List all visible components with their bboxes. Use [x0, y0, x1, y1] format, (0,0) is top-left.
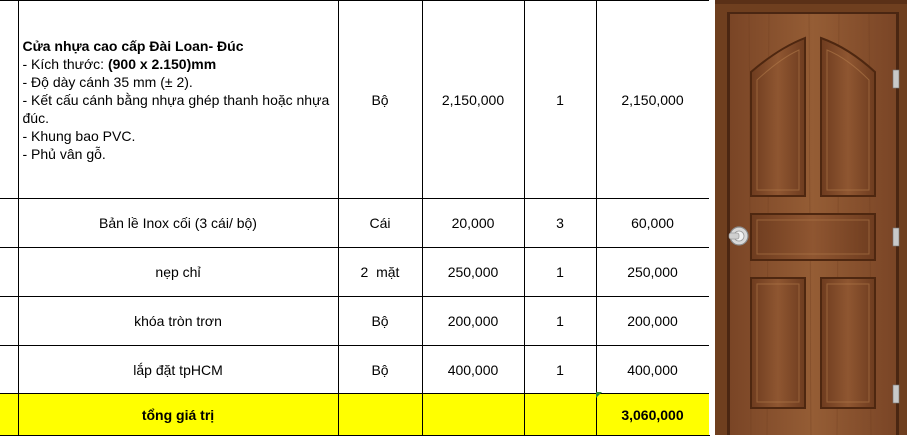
door-illustration — [709, 0, 907, 435]
description-cell[interactable] — [18, 1, 338, 199]
spec-finish: - Phủ vân gỗ. — [22, 146, 106, 162]
total-row — [0, 394, 709, 436]
total-cell[interactable]: 250,000 — [596, 248, 709, 297]
total-cell[interactable]: 2,150,000 — [596, 1, 709, 199]
qty-cell[interactable]: 1 — [524, 248, 596, 297]
price-cell[interactable]: 20,000 — [422, 199, 524, 248]
item-name-cell[interactable]: khóa tròn trơn — [18, 297, 338, 346]
table-row — [0, 248, 709, 297]
total-cell[interactable]: 60,000 — [596, 199, 709, 248]
product-title: Cửa nhựa cao cấp Đài Loan- Đúc — [22, 38, 244, 54]
qty-cell[interactable]: 1 — [524, 1, 596, 199]
qty-cell[interactable]: 3 — [524, 199, 596, 248]
unit-cell[interactable]: Bộ — [338, 297, 422, 346]
total-cell[interactable]: 400,000 — [596, 346, 709, 394]
unit-cell[interactable]: Cái — [338, 199, 422, 248]
spec-thickness: - Độ dày cánh 35 mm (± 2). — [22, 74, 193, 90]
item-name-cell[interactable]: nẹp chỉ — [18, 248, 338, 297]
unit-cell[interactable]: 2 mặt — [338, 248, 422, 297]
total-cell[interactable]: 200,000 — [596, 297, 709, 346]
table-row — [0, 346, 709, 394]
qty-cell[interactable]: 1 — [524, 297, 596, 346]
total-label-cell[interactable]: tổng giá trị — [18, 394, 338, 436]
qty-cell[interactable]: 1 — [524, 346, 596, 394]
row-number-cell[interactable] — [0, 199, 18, 248]
price-cell[interactable]: 2,150,000 — [422, 1, 524, 199]
row-number-cell[interactable] — [0, 346, 18, 394]
spec-frame: - Khung bao PVC. — [22, 128, 136, 144]
row-number-cell[interactable] — [0, 394, 18, 436]
row-number-cell[interactable] — [0, 1, 18, 199]
table-row — [0, 297, 709, 346]
table-row-door — [0, 1, 709, 199]
table-row — [0, 199, 709, 248]
spec-size: - Kích thước: (900 x 2.150)mm — [22, 56, 217, 72]
row-number-cell[interactable] — [0, 248, 18, 297]
door-photo[interactable] — [709, 0, 907, 435]
row-number-cell[interactable] — [0, 297, 18, 346]
item-name-cell[interactable]: Bản lề Inox cối (3 cái/ bộ) — [18, 199, 338, 248]
price-cell[interactable]: 250,000 — [422, 248, 524, 297]
price-cell[interactable]: 200,000 — [422, 297, 524, 346]
grand-total-cell[interactable]: 3,060,000 — [596, 394, 709, 436]
door-knob — [729, 227, 748, 245]
empty-cell[interactable] — [422, 394, 524, 436]
cell-formula-marker — [596, 392, 602, 398]
price-cell[interactable]: 400,000 — [422, 346, 524, 394]
empty-cell[interactable] — [338, 394, 422, 436]
unit-cell[interactable]: Bộ — [338, 346, 422, 394]
unit-cell[interactable]: Bộ — [338, 1, 422, 199]
spec-structure: - Kết cấu cánh bằng nhựa ghép thanh hoặc nhựa đúc. — [22, 92, 330, 126]
empty-cell[interactable] — [524, 394, 596, 436]
item-name-cell[interactable]: lắp đặt tpHCM — [18, 346, 338, 394]
